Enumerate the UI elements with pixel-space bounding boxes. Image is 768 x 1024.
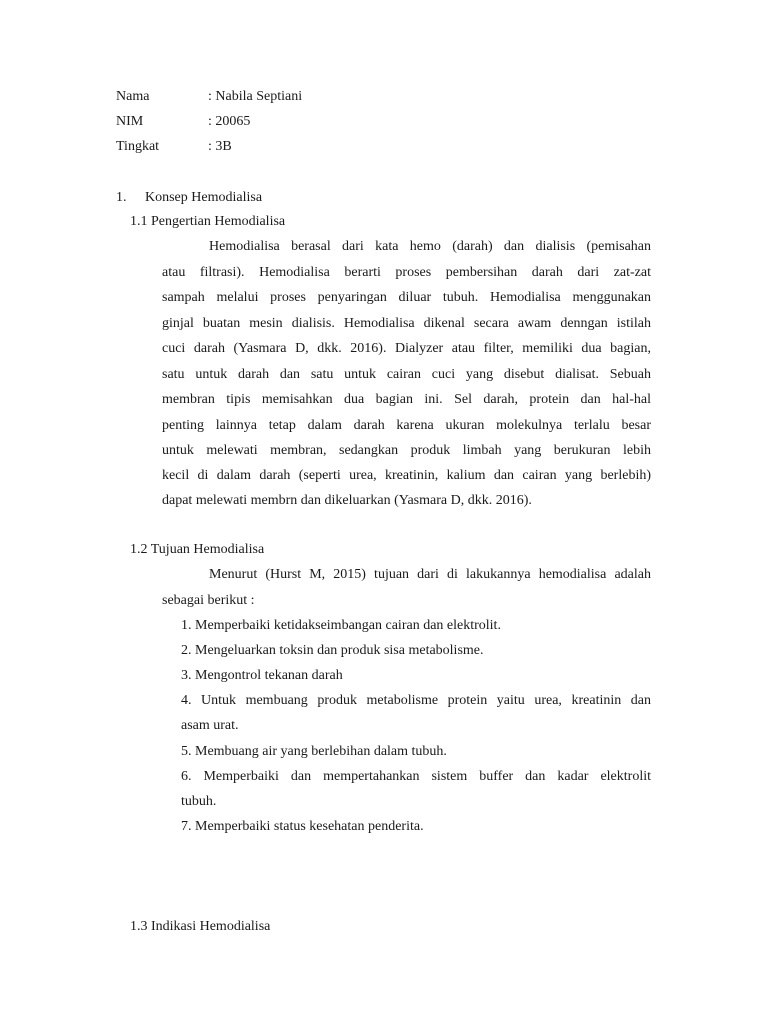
list-item: 4. Untuk membuang produk metabolisme protein yaitu urea, kreatinin dan (181, 693, 651, 708)
paragraph-line: untuk melewati membran, sedangkan produk limbah yang berukuran lebih (162, 443, 651, 458)
paragraph-line: ginjal buatan mesin dialisis. Hemodialisa dikenal secara awam denngan istilah (162, 316, 651, 331)
paragraph-line: satu untuk darah dan satu untuk cairan cuci yang disebut dialisat. Sebuah (162, 367, 651, 382)
paragraph-line: sampah melalui proses penyaringan diluar tubuh. Hemodialisa menggunakan (162, 290, 651, 305)
paragraph-line: cuci darah (Yasmara D, dkk. 2016). Dialyzer atau filter, memiliki dua bagian, (162, 341, 651, 356)
list-item: 3. Mengontrol tekanan darah (181, 668, 343, 683)
nama-value: : Nabila Septiani (208, 89, 303, 104)
paragraph-line: Hemodialisa berasal dari kata hemo (darah) dan dialisis (pemisahan (209, 239, 651, 254)
list-item: 5. Membuang air yang berlebihan dalam tubuh. (181, 744, 447, 759)
nim-label: NIM (116, 114, 144, 129)
tingkat-label: Tingkat (116, 139, 160, 154)
list-item: 1. Memperbaiki ketidakseimbangan cairan dan elektrolit. (181, 618, 501, 633)
list-item-continuation: asam urat. (181, 718, 239, 733)
paragraph-line: Menurut (Hurst M, 2015) tujuan dari di lakukannya hemodialisa adalah (209, 567, 651, 582)
nama-label: Nama (116, 89, 150, 104)
tingkat-value: : 3B (208, 139, 232, 154)
section-1-number: 1. (116, 190, 127, 205)
subsection-1-1-heading: 1.1 Pengertian Hemodialisa (130, 214, 286, 229)
paragraph-line: atau filtrasi). Hemodialisa berarti proses pembersihan darah dari zat-zat (162, 265, 651, 280)
subsection-1-2-heading: 1.2 Tujuan Hemodialisa (130, 542, 265, 557)
paragraph-line: dapat melewati membrn dan dikeluarkan (Yasmara D, dkk. 2016). (162, 493, 532, 508)
paragraph-line: sebagai berikut : (162, 593, 255, 608)
list-item-continuation: tubuh. (181, 794, 217, 809)
paragraph-line: membran tipis memisahkan dua bagian ini. Sel darah, protein dan hal-hal (162, 392, 651, 407)
paragraph-line: penting lainnya tetap dalam darah karena ukuran molekulnya terlalu besar (162, 418, 651, 433)
list-item: 2. Mengeluarkan toksin dan produk sisa metabolisme. (181, 643, 484, 658)
list-item: 7. Memperbaiki status kesehatan penderita. (181, 819, 424, 834)
nim-value: : 20065 (208, 114, 251, 129)
section-1-title: Konsep Hemodialisa (145, 190, 263, 205)
list-item: 6. Memperbaiki dan mempertahankan sistem buffer dan kadar elektrolit (181, 769, 651, 784)
paragraph-line: kecil di dalam darah (seperti urea, kreatinin, kalium dan cairan yang berlebih) (162, 468, 651, 483)
subsection-1-3-heading: 1.3 Indikasi Hemodialisa (130, 919, 271, 934)
